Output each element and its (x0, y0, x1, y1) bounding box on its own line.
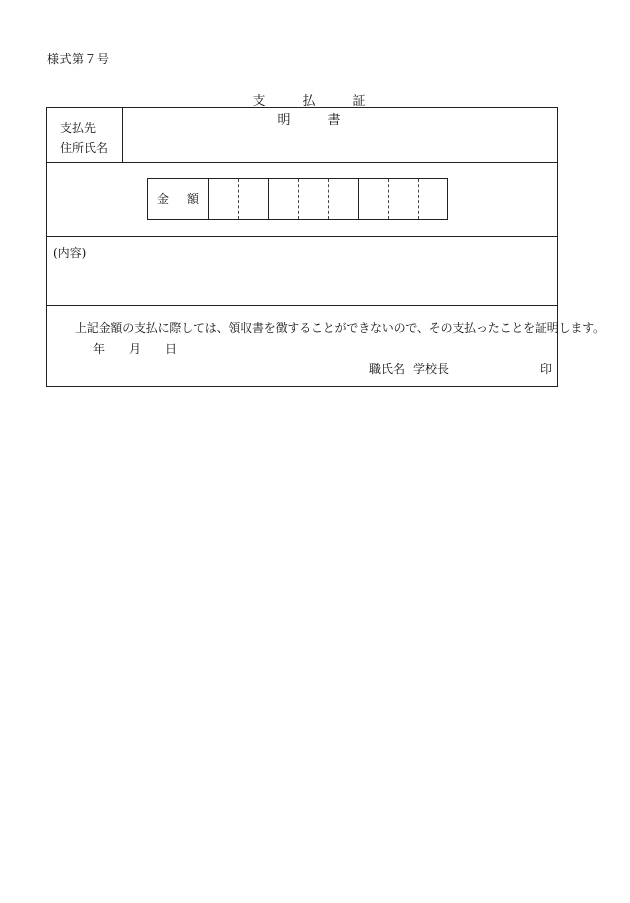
certification-statement: 上記金額の支払に際しては、領収書を徴することができないので、その支払ったことを証明します。 (75, 321, 605, 335)
payment-certificate-form (46, 107, 605, 387)
form-number: 様式第７号 (47, 52, 110, 66)
amount-label (148, 179, 208, 219)
digit-separator (238, 179, 239, 219)
amount-box (147, 178, 448, 220)
row-divider-1 (47, 162, 557, 163)
official-title: 学校長 (413, 362, 450, 376)
document-title: 支 払 証 明 書 (252, 94, 403, 128)
date-day: 日 (165, 342, 178, 356)
digit-separator (418, 179, 419, 219)
payee-label-line2: 住所氏名 (60, 141, 109, 155)
digit-group-thousands (268, 179, 358, 219)
digit-separator (388, 179, 389, 219)
payee-label-line1: 支払先 (60, 121, 97, 135)
digit-group-units (358, 179, 448, 219)
official-title-label: 職氏名 (369, 362, 406, 376)
date-year: 年 (93, 342, 106, 356)
digit-separator (328, 179, 329, 219)
row-divider-3 (47, 305, 557, 306)
amount-label-char1: 金 (156, 192, 169, 206)
digit-separator (298, 179, 299, 219)
content-input-area[interactable] (97, 242, 547, 302)
amount-label-char2: 額 (187, 192, 200, 206)
payee-input-area[interactable] (127, 112, 551, 158)
signer-block (369, 360, 449, 377)
row-divider-2 (47, 236, 557, 237)
seal-mark: 印 (540, 362, 553, 376)
payee-label (60, 118, 108, 158)
date-month: 月 (129, 342, 142, 356)
payee-divider (122, 108, 123, 162)
content-label: (内容) (53, 246, 87, 260)
